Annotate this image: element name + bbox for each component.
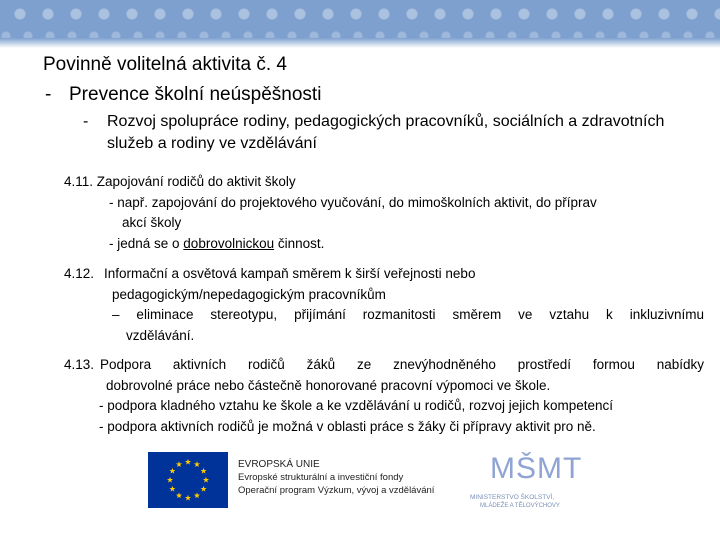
eu-star: [194, 492, 200, 498]
section-4-11-line1b: akcí školy: [122, 215, 182, 230]
section-4-12: [64, 264, 704, 346]
line2-start: - jedná se o: [109, 235, 184, 251]
main-point: [83, 111, 673, 155]
section-4-13-line1: [64, 355, 704, 376]
line2-end: činnost.: [274, 235, 325, 251]
section-4-12-line2: pedagogickým/nepedagogickým pracovníkům: [112, 286, 386, 302]
section-4-12-num: 4.12.: [64, 266, 95, 281]
eu-star: [194, 461, 200, 467]
header-banner: [0, 0, 720, 48]
section-4-13-title: Podpora aktivních rodičů žáků ze znevýhodněného prostředí: [100, 357, 572, 372]
eu-star: [169, 468, 175, 474]
footer-logos: [148, 450, 583, 512]
eu-star: [176, 492, 182, 498]
eu-funds: Evropské strukturální a investiční fondy: [238, 472, 404, 483]
section-4-12-line3: – eliminace stereotypu, přijímání rozmanitosti směrem ve vztahu k inkluzivnímu: [112, 307, 704, 322]
msmt-name-line2: MLÁDEŽE A TĚLOVÝCHOVY: [480, 503, 560, 509]
slide-heading: Povinně volitelná aktivita č. 4: [43, 54, 287, 75]
eu-star: [169, 486, 175, 492]
section-4-11-title: 4.11. Zapojování rodičů do aktivit školy: [64, 174, 296, 189]
section-4-11-line2: [64, 234, 704, 255]
point-text: Rozvoj spolupráce rodiny, pedagogických pracovníků, sociálních a zdravotních služeb a rodiny ve vzdělávání: [107, 113, 665, 152]
eu-star: [203, 477, 209, 483]
msmt-name-line1: MINISTERSTVO ŠKOLSTVÍ,: [470, 494, 555, 501]
underlined-word: dobrovolnickou: [183, 235, 275, 251]
subheading-dash: -: [45, 84, 52, 105]
section-4-11-line1: - např. zapojování do projektového vyučování, do mimoškolních aktivit, do příprav: [109, 194, 597, 210]
section-4-13-line4: - podpora aktivních rodičů je možná v oblasti práce s žáky či přípravy aktivit pro ně.: [99, 418, 596, 434]
eu-star: [185, 459, 191, 465]
section-4-12-title: Informační a osvětová kampaň: [104, 266, 289, 281]
section-4-13-rest: formou nabídky: [571, 357, 704, 372]
section-4-13-line2: dobrovolné práce nebo částečně honorované pracovní výpomoci ve škole.: [106, 377, 551, 393]
eu-stars-icon: [148, 452, 228, 508]
eu-star: [167, 477, 173, 483]
point-dash: -: [83, 113, 89, 130]
section-4-12-line4: vzdělávání.: [126, 327, 195, 343]
eu-name: EVROPSKÁ UNIE: [238, 459, 320, 470]
slide-subheading: [45, 84, 321, 106]
msmt-logo: [470, 452, 583, 512]
eu-star: [185, 495, 191, 501]
subheading-text: Prevence školní neúspěšnosti: [69, 84, 322, 105]
section-4-13-num: 4.13.: [64, 357, 95, 372]
eu-logo-text: [238, 458, 434, 497]
section-4-11: [64, 172, 704, 254]
eu-star: [201, 486, 207, 492]
eu-star: [201, 468, 207, 474]
eu-star: [176, 461, 182, 467]
eu-program: Operační program Výzkum, vývoj a vzdělávání: [238, 485, 435, 496]
section-4-12-line1: [64, 264, 704, 285]
section-4-13: [64, 355, 704, 437]
msmt-letters: MŠMT: [490, 452, 583, 485]
section-4-12-rest: směrem k širší veřejnosti nebo: [288, 266, 476, 281]
section-4-13-line3: - podpora kladného vztahu ke škole a ke vzdělávání u rodičů, rozvoj jejich kompetencí: [99, 398, 614, 413]
eu-flag-logo: [148, 452, 228, 508]
